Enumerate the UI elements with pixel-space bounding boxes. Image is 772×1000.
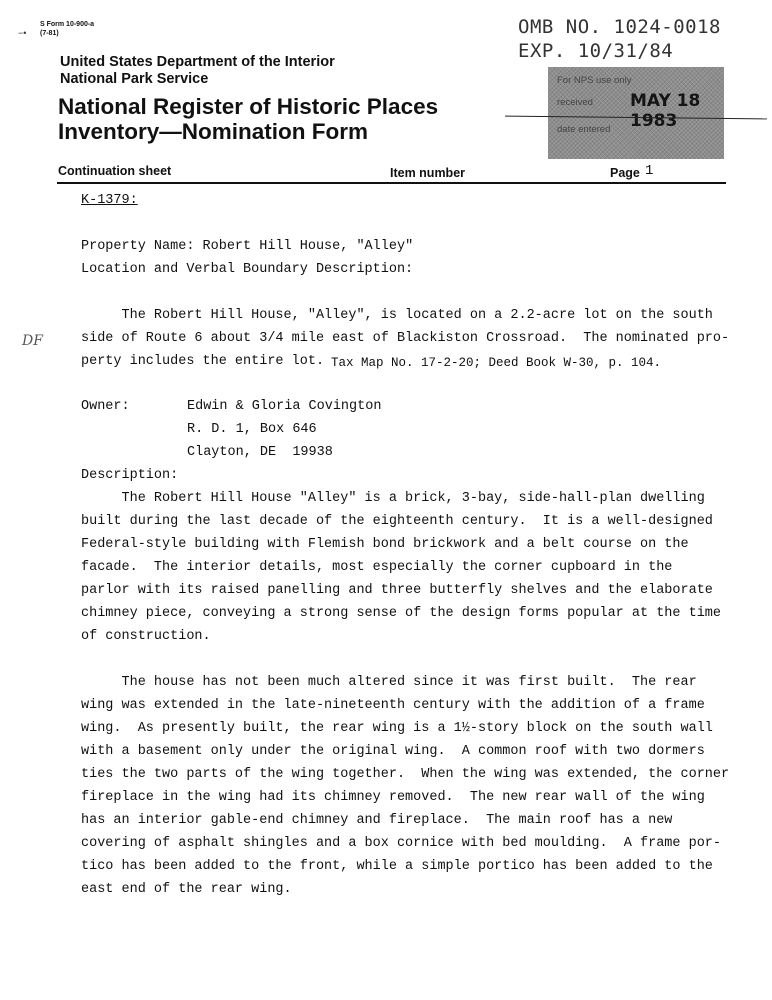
description-p2-line: fireplace in the wing had its chimney removed. The new rear wall of the wing <box>81 790 705 805</box>
description-p1-line: of construction. <box>81 629 211 644</box>
form-date: (7-81) <box>40 30 59 37</box>
description-p2-line: ties the two parts of the wing together. When the wing was extended, the corner <box>81 767 730 782</box>
stamp-received-date: MAY 18 1983 <box>630 91 701 131</box>
form-title-line2: Inventory—Nomination Form <box>58 119 369 144</box>
description-p1-line: built during the last decade of the eighteenth century. It is a well-designed <box>81 514 713 529</box>
location-heading: Location and Verbal Boundary Description: <box>81 262 414 277</box>
location-line-2: side of Route 6 about 3/4 mile east of Blackiston Crossroad. The nominated pro- <box>81 331 730 346</box>
owner-address: R. D. 1, Box 646 <box>187 422 317 437</box>
agency-name: National Park Service <box>60 71 209 87</box>
site-number: K-1379: <box>81 193 138 208</box>
owner-name: Edwin & Gloria Covington <box>187 399 382 414</box>
location-line-1: The Robert Hill House, "Alley", is located on a 2.2-acre lot on the south <box>81 308 713 323</box>
owner-city: Clayton, DE 19938 <box>187 445 333 460</box>
item-number-label: Item number <box>390 166 466 180</box>
stamp-nps-use: For NPS use only <box>557 75 632 86</box>
expiration-date: EXP. 10/31/84 <box>518 40 674 62</box>
received-stamp <box>548 67 724 159</box>
page-label: Page <box>610 166 640 180</box>
form-title-line1: National Register of Historic Places <box>58 94 439 119</box>
tax-map-reference: Tax Map No. 17-2-20; Deed Book W-30, p. 104. <box>331 356 662 370</box>
description-p2-line: tico has been added to the front, while a simple portico has been added to the <box>81 859 713 874</box>
form-number: S Form 10-900-a <box>40 21 95 28</box>
header-rule <box>57 182 726 184</box>
property-name-label: Property Name: <box>81 239 203 254</box>
form-id <box>40 20 94 38</box>
location-line-3: perty includes the entire lot. <box>81 354 325 369</box>
property-name-value: Robert Hill House, "Alley" <box>202 239 414 254</box>
property-name-line <box>81 238 413 255</box>
department-name: United States Department of the Interior <box>60 54 335 70</box>
corner-mark: −• <box>18 28 27 38</box>
page-number: 1 <box>645 163 654 179</box>
description-heading: Description: <box>81 468 179 483</box>
description-p1-line: chimney piece, conveying a strong sense of the design forms popular at the time <box>81 606 722 621</box>
description-p1-line: facade. The interior details, most especially the corner cupboard in the <box>81 560 673 575</box>
description-p2-line: has an interior gable-end chimney and fireplace. The main roof has a new <box>81 813 673 828</box>
continuation-sheet-label: Continuation sheet <box>58 164 172 178</box>
stamp-date-entered-label: date entered <box>557 124 611 135</box>
description-p2-line: wing was extended in the late-nineteenth century with the addition of a frame <box>81 698 705 713</box>
margin-note: DF <box>22 333 43 349</box>
description-p2-line: east end of the rear wing. <box>81 882 292 897</box>
stamp-received-label: received <box>557 97 593 108</box>
description-p2-line: covering of asphalt shingles and a box cornice with bed moulding. A frame por- <box>81 836 722 851</box>
description-p2-line: with a basement only under the original wing. A common roof with two dormers <box>81 744 705 759</box>
description-p1-line: Federal-style building with Flemish bond brickwork and a belt course on the <box>81 537 689 552</box>
description-p1-line: The Robert Hill House "Alley" is a brick, 3-bay, side-hall-plan dwelling <box>81 491 705 506</box>
description-p1-line: parlor with its raised panelling and three butterfly shelves and the elaborate <box>81 583 713 598</box>
description-p2-line: wing. As presently built, the rear wing is a 1½-story block on the south wall <box>81 721 713 736</box>
owner-label: Owner: <box>81 399 130 414</box>
omb-number: OMB NO. 1024-0018 <box>518 16 721 38</box>
description-p2-line: The house has not been much altered since it was first built. The rear <box>81 675 697 690</box>
